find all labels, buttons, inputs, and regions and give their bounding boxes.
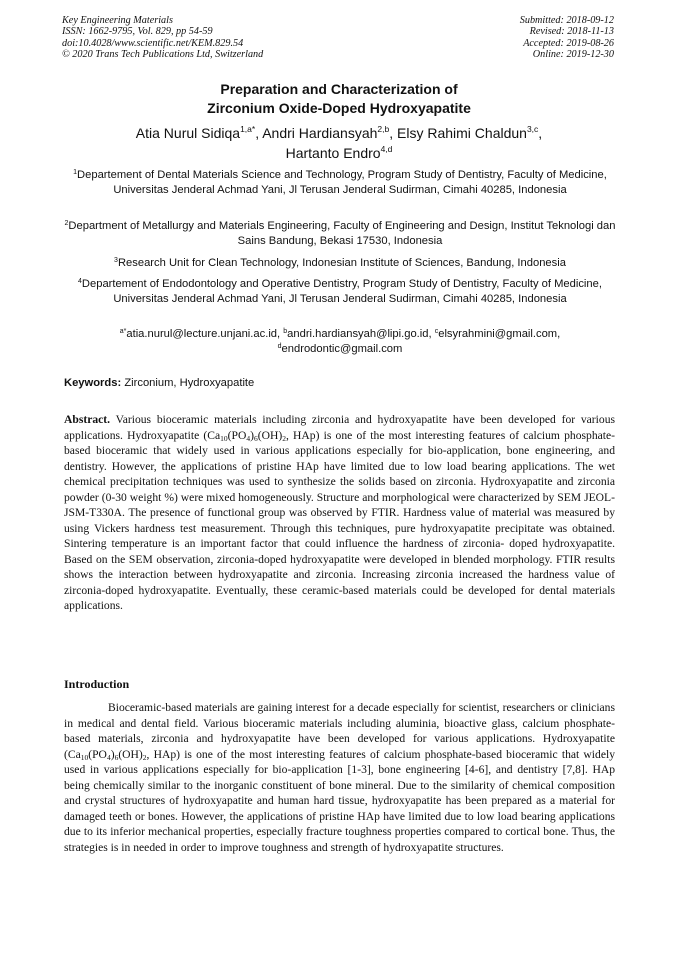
author-affiliation-mark: 2,b (377, 124, 390, 134)
affiliation-4 (62, 277, 618, 307)
affiliation-1 (62, 168, 618, 198)
author-affiliation-mark: 4,d (380, 144, 393, 154)
online-date: Online: 2019-12-30 (532, 49, 614, 61)
author-name: Elsy Rahimi Chaldun (397, 125, 527, 141)
email-mark: d (277, 343, 282, 351)
publication-dates (520, 15, 614, 61)
intro-text: Bioceramic-based materials are gaining interest for a decade especially for scientist, researchers or clinicians in medical and dental field. Various bioceramic materials including aluminia, bioactive glass, calcium phosphate-based materials, zirconia and hydroxyapatite have been developed for various applications. Hydroxyapatite (Ca (64, 701, 615, 761)
subscript: 4 (106, 752, 111, 762)
abstract-label: Abstract. (64, 413, 111, 426)
abstract-text: ) (250, 428, 254, 442)
affiliation-number: 3 (114, 257, 118, 264)
email-mark: c (434, 328, 439, 335)
author-affiliation-mark: 1,a* (240, 124, 256, 134)
abstract (64, 412, 615, 614)
author-separator: , (538, 125, 543, 141)
subscript: 10 (220, 433, 228, 443)
affiliation-text: Department of Metallurgy and Materials Engineering, Faculty of Engineering and Design, Institut Teknologi dan Sains Bandung, Bekasi 17530, Indonesia (68, 220, 616, 248)
subscript: 4 (246, 433, 251, 443)
section-heading-introduction: Introduction (64, 677, 130, 691)
journal-name: Key Engineering Materials (62, 15, 173, 26)
author-name: Andri Hardiansyah (262, 125, 378, 141)
abstract-text: (OH) (257, 428, 283, 442)
email-mark: b (283, 328, 288, 335)
paper-title (0, 80, 678, 118)
author-affiliation-mark: 3,c (526, 124, 539, 134)
affiliation-text: Departement of Endodontology and Operative Dentistry, Program Study of Dentistry, Faculty of Medicine, Universitas Jenderal Achmad Yani, Jl Terusan Jenderal Sudirman, Cimahi 40285, Indonesia (81, 278, 602, 306)
affiliation-number: 1 (73, 169, 78, 176)
affiliation-3 (62, 256, 618, 271)
keywords-text: Zirconium, Hydroxyapatite (124, 377, 255, 389)
subscript: 10 (80, 752, 89, 762)
author-separator: , (255, 125, 263, 141)
intro-text: ) (110, 747, 115, 761)
email-link[interactable]: endrodontic@gmail.com (281, 343, 403, 356)
affiliation-number: 2 (64, 220, 69, 227)
title-line-2: Zirconium Oxide-Doped Hydroxyapatite (207, 100, 471, 116)
author-name: Atia Nurul Sidiqa (135, 125, 241, 141)
doi: doi:10.4028/www.scientific.net/KEM.829.54 (62, 37, 244, 49)
email-mark: a* (119, 328, 127, 335)
affiliation-text: Departement of Dental Materials Science and Technology, Program Study of Dentistry, Faculty of Medicine, Universitas Jenderal Achmad Yani, Jl Terusan Jenderal Sudirman, Cimahi 40285, Indonesia (77, 169, 607, 197)
revised-date: Revised: 2018-11-13 (529, 26, 614, 38)
affiliation-number: 4 (78, 278, 82, 285)
keywords-label: Keywords: (64, 377, 122, 389)
subscript: 6 (114, 752, 119, 762)
author-list (40, 123, 638, 163)
affiliation-2 (62, 219, 618, 249)
subscript: 2 (282, 433, 286, 443)
email-link[interactable]: andri.hardiansyah@lipi.go.id, (287, 328, 435, 340)
keywords (64, 376, 254, 390)
abstract-text: (PO (227, 428, 247, 442)
intro-text: (OH) (118, 747, 143, 761)
author-name: Hartanto Endro (285, 145, 381, 161)
abstract-text: Various bioceramic materials including zirconia and hydroxyapatite have been developed for various applications. Hydroxyapatite (Ca (64, 413, 615, 442)
issn: ISSN: 1662-9795, Vol. 829, pp 54-59 (62, 26, 213, 38)
abstract-text: , HAp) is one of the most interesting features of calcium phosphate-based bioceramic that widely used in various applications especially for bio-application, bone engineering, and dentistry. However, the applications of pristine HAp have limited due to low load bearing applications. The wet chemical precipitation techniques was used to synthesize the solids based on zirconia. Hydroxyapatite and zirconia powder (0-30 weight %) were mixed homogeneously. Structure and morphological were characterized by SEM JEOL-JSM-T330A. The presence of functional group was observed by FTIR. Hardness value of material was measured by using Vickers hardness test measurement. Through this techniques, pure hydroxyapatite precipitate was obtained. Sintering temperature is an important factor that could influence the hardness of zirconia- doped hydroxyapatite. Based on the SEM observation, zirconia-doped hydroxyapatite were developed in blended morphology. FTIR results shows the interaction between hydroxyapatite and zirconia. Increasing zirconia increased the hardness value of zirconia-doped hydroxyapatite. Eventually, these ceramic-based materials could be developed for dental materials applications. (64, 428, 615, 612)
intro-text: (PO (88, 747, 107, 761)
submitted-date: Submitted: 2018-09-12 (519, 15, 614, 26)
title-line-1: Preparation and Characterization of (220, 81, 458, 97)
subscript: 6 (253, 433, 258, 443)
author-emails (62, 327, 618, 357)
journal-info (62, 15, 263, 61)
author-separator: , (389, 125, 397, 141)
intro-text: , HAp) is one of the most interesting features of calcium phosphate-based bioceramic that widely used in various applications especially for bio-application [1-3], bone engineering [4-6], and dentistry [7,8]. HAp being chemically similar to the inorganic constituent of bone mineral. Due to the similarity of chemical composition and crystal structures of hydroxyapatite and human hard tissue, hydroxyapatite has been prepared as a material for damaged teeth or bones. However, the applications of pristine HAp have limited due to low load bearing applications due to its inferior mechanical properties, especially fracture toughness properties compared to cortical bone. Thus, the strategies is in needed in order to improve toughness and strength of hydroxyapatite structures. (64, 747, 615, 854)
email-link[interactable]: elsyrahmini@gmail.com, (438, 328, 561, 340)
accepted-date: Accepted: 2019-08-26 (523, 37, 614, 49)
email-link[interactable]: atia.nurul@lecture.unjani.ac.id, (126, 328, 284, 340)
subscript: 2 (142, 752, 147, 762)
affiliation-text: Research Unit for Clean Technology, Indonesian Institute of Sciences, Bandung, Indonesia (117, 257, 566, 269)
copyright: © 2020 Trans Tech Publications Ltd, Switzerland (62, 49, 264, 61)
introduction-paragraph (64, 700, 615, 855)
